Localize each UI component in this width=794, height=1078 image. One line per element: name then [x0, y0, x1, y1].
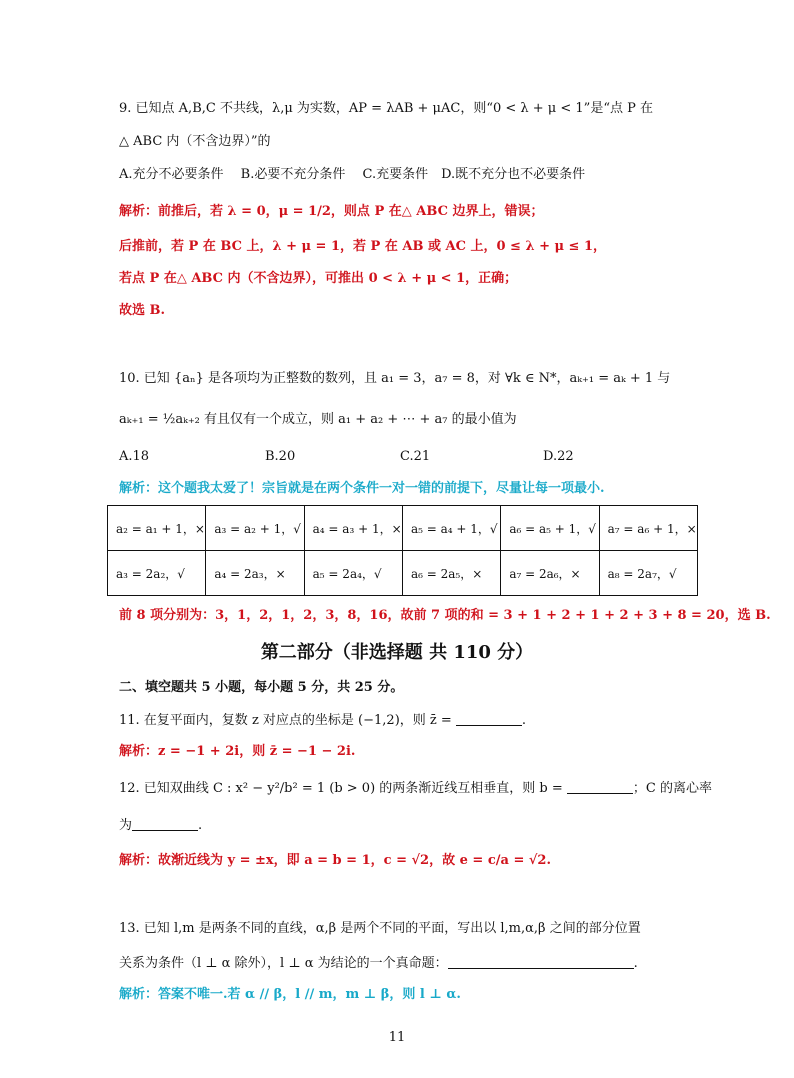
- q9-solution-line3: 若点 P 在△ ABC 内（不含边界），可推出 0 < λ + μ < 1，正确；: [119, 271, 518, 286]
- q11-end: .: [521, 713, 527, 728]
- page-number: 11: [388, 1030, 406, 1045]
- q11-answer-blank: [456, 711, 522, 726]
- q12-mid: ；C 的离心率: [632, 781, 712, 796]
- q10-condition-table: [107, 505, 698, 596]
- q13-end: .: [633, 956, 638, 971]
- q10-stem-line2: aₖ₊₁ = ½aₖ₊₂ 有且仅有一个成立，则 a₁ + a₂ + ⋯ + a₇ 的最小值为: [119, 412, 517, 427]
- q13-solution: 解析：答案不唯一.若 α // β，l // m，m ⊥ β，则 l ⊥ α.: [119, 987, 461, 1002]
- table-cell: a₃ = 2a₂，√: [108, 551, 206, 596]
- table-cell: a₅ = a₄ + 1，√: [402, 506, 500, 551]
- q9-stem-line1: 9. 已知点 A,B,C 不共线，λ,μ 为实数，AP = λAB + μAC，则“0 < λ + μ < 1”是“点 P 在: [119, 101, 653, 116]
- q13-stem-line1: 13. 已知 l,m 是两条不同的直线，α,β 是两个不同的平面，写出以 l,m,α,β 之间的部分位置: [119, 921, 641, 936]
- q11-text: 11. 在复平面内，复数 z 对应点的坐标是 (−1,2)，则 z̄ =: [119, 713, 452, 728]
- table-row: [108, 551, 698, 596]
- q10-option-c: C.21: [400, 449, 431, 464]
- table-cell: a₄ = 2a₃，×: [206, 551, 304, 596]
- q12-answer-blank-2: [132, 816, 198, 831]
- part2-title: 第二部分（非选择题 共 110 分）: [260, 642, 534, 663]
- q12-stem-line2: [119, 816, 202, 835]
- q10-option-a: A.18: [119, 449, 150, 464]
- q9-solution-line4: 故选 B.: [119, 303, 166, 318]
- q9-solution-line2: 后推前，若 P 在 BC 上，λ + μ = 1，若 P 在 AB 或 AC 上，0 ≤ λ + μ ≤ 1，: [119, 239, 607, 254]
- table-cell: a₇ = 2a₆，×: [501, 551, 599, 596]
- q10-option-b: B.20: [265, 449, 296, 464]
- q12-solution: 解析：故渐近线为 y = ±x，即 a = b = 1，c = √2，故 e = c/a = √2.: [119, 853, 551, 868]
- q9-stem-line2: △ ABC 内（不含边界）”的: [119, 134, 271, 149]
- q10-answer: 前 8 项分别为：3，1，2，1，2，3，8，16，故前 7 项的和 = 3 + 1 + 2 + 1 + 2 + 3 + 8 = 20，选 B.: [119, 608, 771, 623]
- q12-line2: 为: [119, 818, 133, 833]
- table-cell: a₃ = a₂ + 1，√: [206, 506, 304, 551]
- q12-stem-line1: [119, 779, 712, 798]
- q9-solution-line1: 解析：前推后，若 λ = 0，μ = 1/2，则点 P 在△ ABC 边界上，错误；: [119, 204, 544, 219]
- q9-options: A.充分不必要条件 B.必要不充分条件 C.充要条件 D.既不充分也不必要条件: [119, 167, 586, 182]
- table-row: [108, 506, 698, 551]
- table-cell: a₆ = a₅ + 1，√: [501, 506, 599, 551]
- table-cell: a₄ = a₃ + 1，×: [304, 506, 402, 551]
- q12-text: 12. 已知双曲线 C : x² − y²/b² = 1 (b > 0) 的两条渐近线互相垂直，则 b =: [119, 781, 563, 796]
- q12-answer-blank-1: [567, 779, 633, 794]
- q10-comment: 解析：这个题我太爱了！宗旨就是在两个条件一对一错的前提下，尽量让每一项最小.: [119, 481, 605, 496]
- table-cell: a₇ = a₆ + 1，×: [599, 506, 697, 551]
- q11-solution: 解析：z = −1 + 2i，则 z̄ = −1 − 2i.: [119, 744, 356, 759]
- q10-option-d: D.22: [543, 449, 574, 464]
- table-cell: a₆ = 2a₅，×: [402, 551, 500, 596]
- q10-stem-line1: 10. 已知 {aₙ} 是各项均为正整数的数列，且 a₁ = 3，a₇ = 8，对 ∀k ∈ N*，aₖ₊₁ = aₖ + 1 与: [119, 371, 671, 386]
- table-cell: a₅ = 2a₄，√: [304, 551, 402, 596]
- q13-answer-blank: [448, 954, 634, 969]
- q13-stem-line2: [119, 954, 638, 973]
- table-cell: a₈ = 2a₇，√: [599, 551, 697, 596]
- q12-end: .: [198, 818, 203, 833]
- q11-stem: [119, 711, 526, 730]
- table-cell: a₂ = a₁ + 1，×: [108, 506, 206, 551]
- q13-line2: 关系为条件（l ⊥ α 除外），l ⊥ α 为结论的一个真命题：: [119, 956, 448, 971]
- section-heading: 二、填空题共 5 小题，每小题 5 分，共 25 分。: [119, 680, 404, 695]
